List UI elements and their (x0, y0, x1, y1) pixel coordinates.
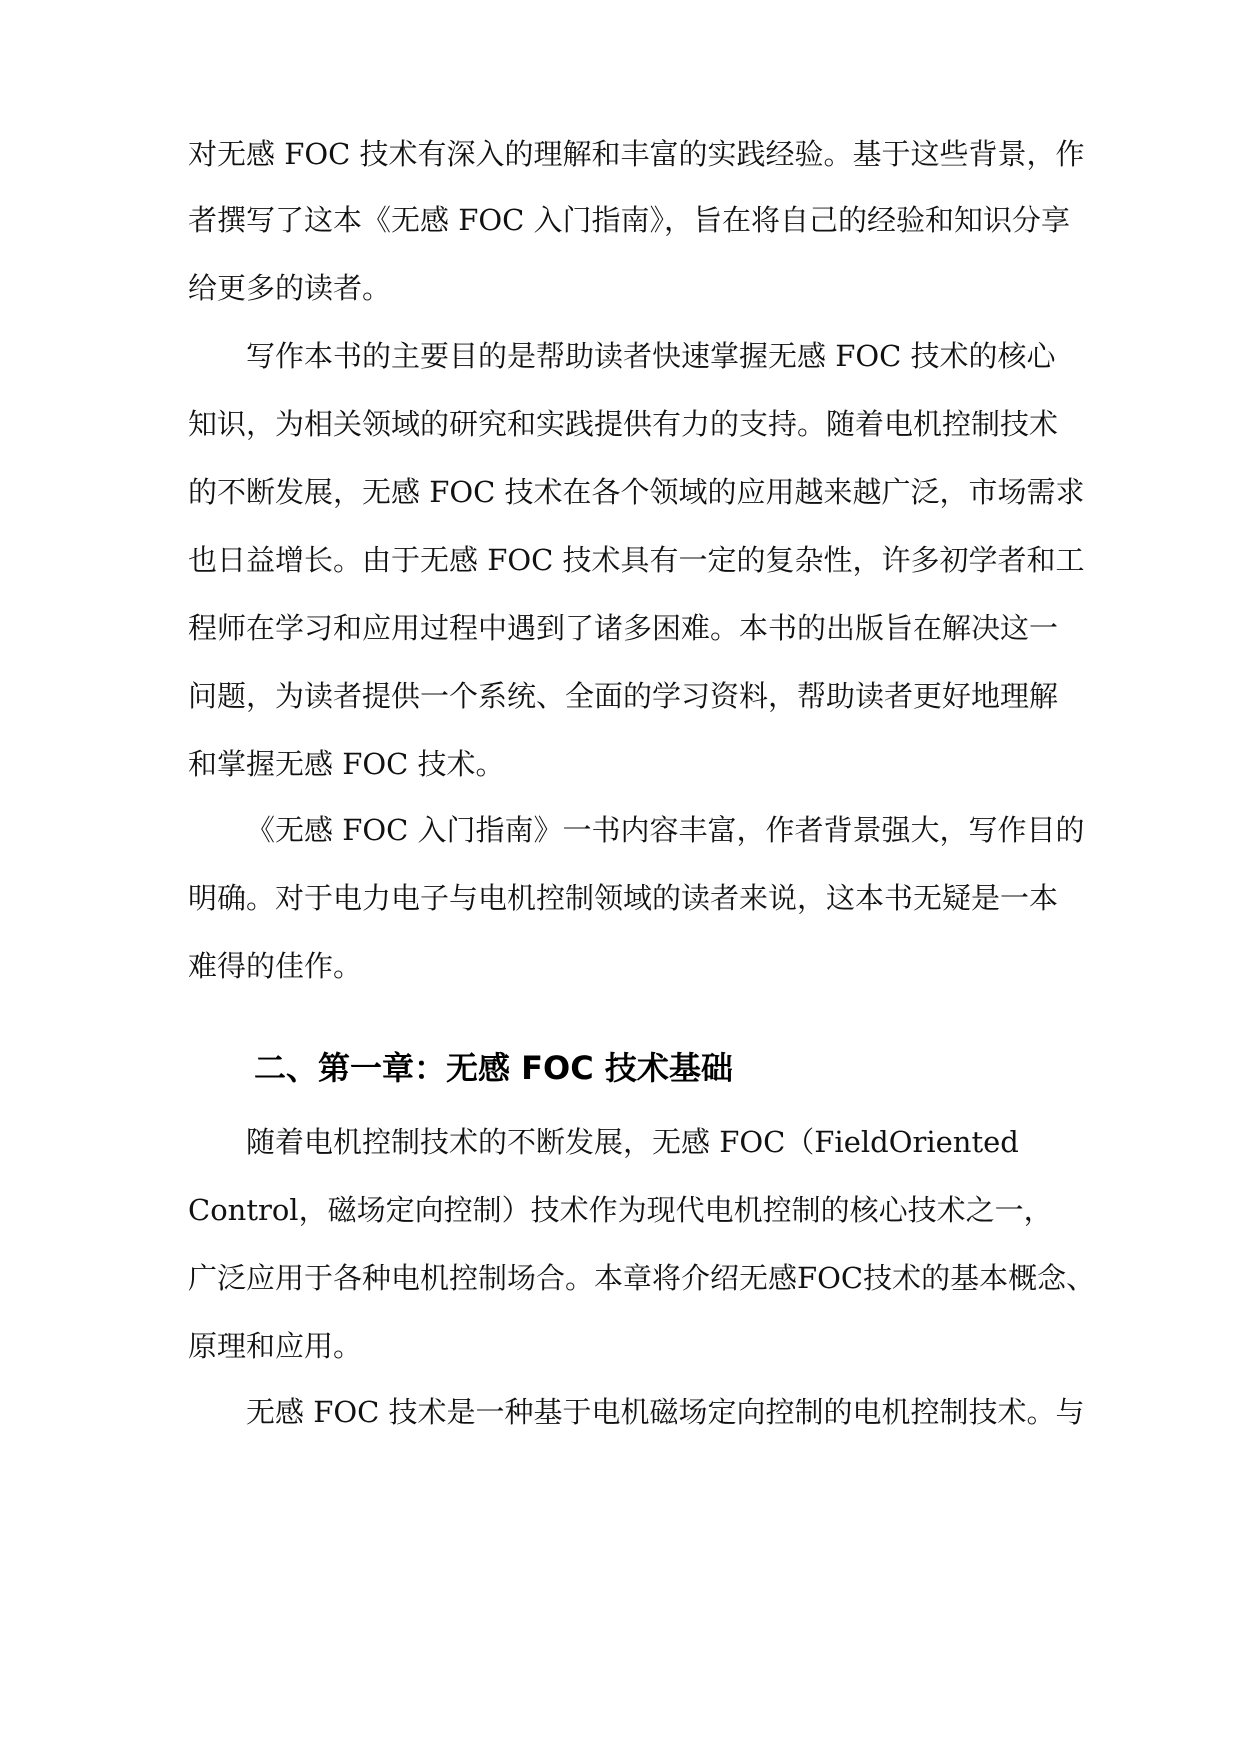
paragraph-2-line-7: 和掌握无感 FOC 技术。 (188, 747, 505, 781)
paragraph-3-line-1: 《无感 FOC 入门指南》一书内容丰富，作者背景强大，写作目的 (246, 813, 1085, 847)
chapter-paragraph-1-line-1: 随着电机控制技术的不断发展，无感 FOC（FieldOriented (246, 1125, 1019, 1159)
paragraph-2-line-2: 知识，为相关领域的研究和实践提供有力的支持。随着电机控制技术 (188, 407, 1059, 441)
paragraph-2-line-1: 写作本书的主要目的是帮助读者快速掌握无感 FOC 技术的核心 (246, 339, 1056, 373)
paragraph-2-line-4: 也日益增长。由于无感 FOC 技术具有一定的复杂性，许多初学者和工 (188, 543, 1085, 577)
paragraph-1-line-3: 给更多的读者。 (188, 271, 392, 305)
chapter-paragraph-1-line-4: 原理和应用。 (188, 1329, 363, 1363)
chapter-paragraph-1-line-2: Control，磁场定向控制）技术作为现代电机控制的核心技术之一， (188, 1193, 1053, 1227)
paragraph-1-line-2: 者撰写了这本《无感 FOC 入门指南》，旨在将自己的经验和知识分享 (188, 203, 1071, 237)
paragraph-2-line-5: 程师在学习和应用过程中遇到了诸多困难。本书的出版旨在解决这一 (188, 611, 1059, 645)
chapter-paragraph-2-line-1: 无感 FOC 技术是一种基于电机磁场定向控制的电机控制技术。与 (246, 1395, 1085, 1429)
paragraph-1-line-1: 对无感 FOC 技术有深入的理解和丰富的实践经验。基于这些背景，作 (188, 137, 1085, 171)
paragraph-3-line-3: 难得的佳作。 (188, 949, 363, 983)
paragraph-3-line-2: 明确。对于电力电子与电机控制领域的读者来说，这本书无疑是一本 (188, 881, 1059, 915)
chapter-paragraph-1-line-3: 广泛应用于各种电机控制场合。本章将介绍无感FOC技术的基本概念、 (188, 1261, 1096, 1295)
chapter-heading: 二、第一章：无感 FOC 技术基础 (254, 1049, 733, 1087)
paragraph-2-line-3: 的不断发展，无感 FOC 技术在各个领域的应用越来越广泛，市场需求 (188, 475, 1085, 509)
paragraph-2-line-6: 问题，为读者提供一个系统、全面的学习资料，帮助读者更好地理解 (188, 679, 1059, 713)
